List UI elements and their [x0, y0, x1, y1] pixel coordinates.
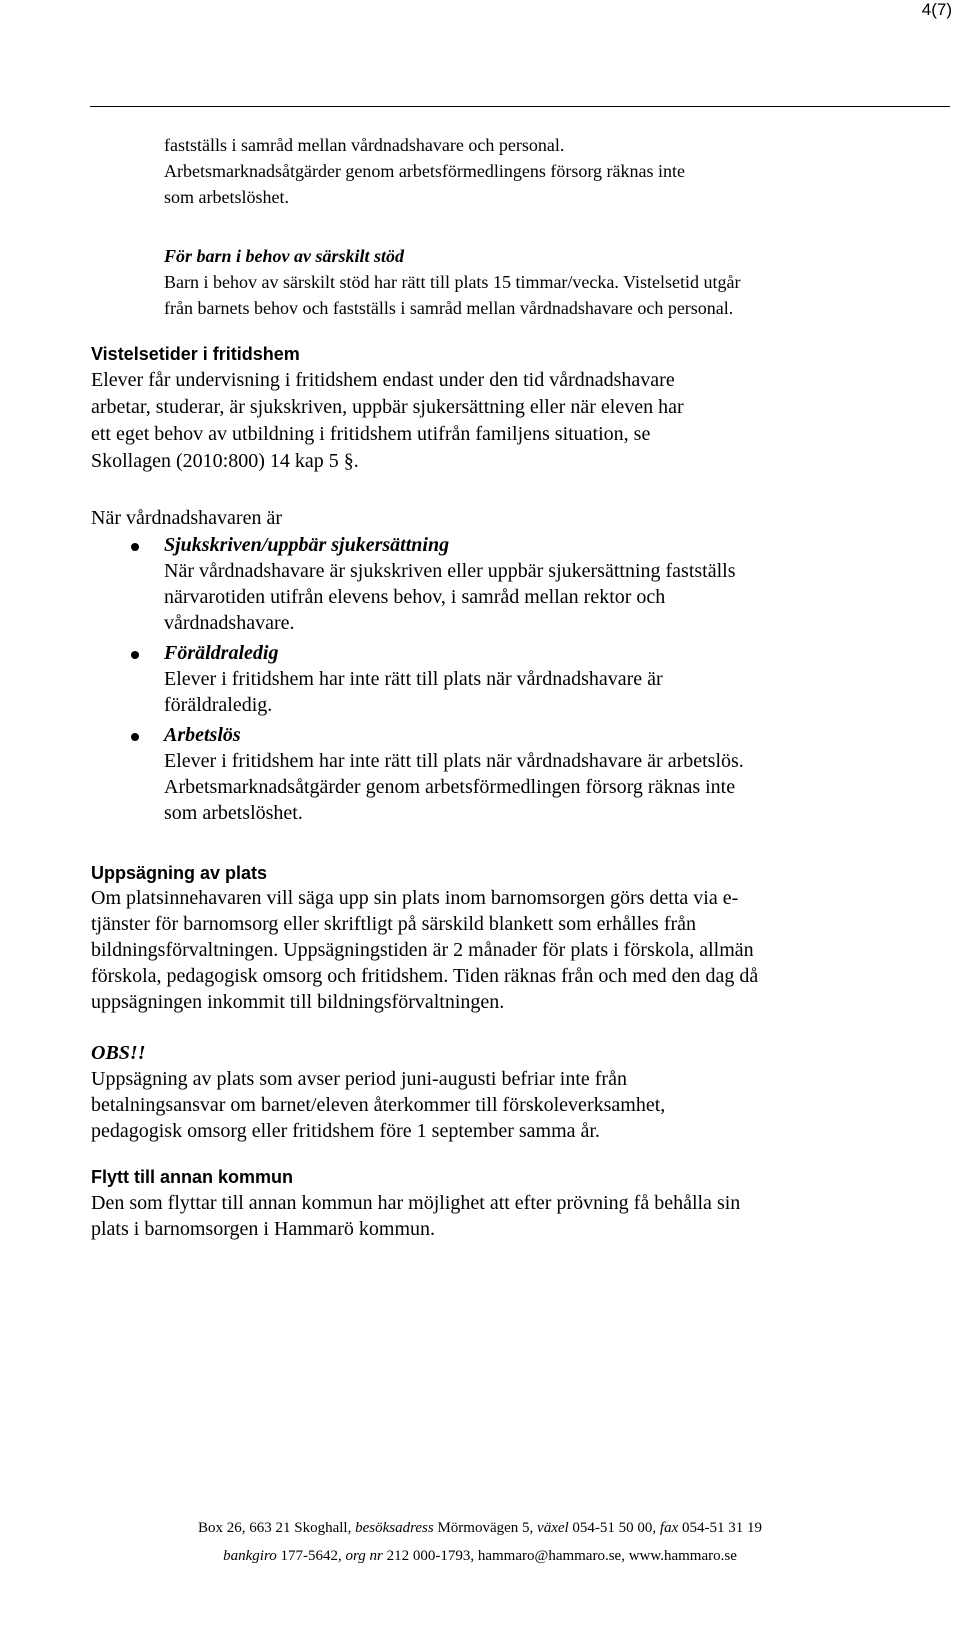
- footer-org-value: 212 000-1793, hammaro@hammaro.se, www.hammaro.se: [386, 1548, 737, 1564]
- footer-phone-label: växel: [537, 1520, 569, 1536]
- termination-line: Om platsinnehavaren vill säga upp sin plats inom barnomsorgen görs detta via e-: [91, 887, 739, 909]
- obs-heading: OBS!!: [91, 1042, 146, 1064]
- footer-org-label: org nr: [345, 1548, 383, 1564]
- termination-line: förskola, pedagogisk omsorg och fritidshem. Tiden räknas från och med den dag då: [91, 965, 759, 987]
- fritidshem-line: ett eget behov av utbildning i fritidshem utifrån familjens situation, se: [91, 423, 651, 445]
- termination-heading: Uppsägning av plats: [91, 863, 268, 883]
- moving-line: plats i barnomsorgen i Hammarö kommun.: [91, 1218, 436, 1240]
- fritidshem-heading: Vistelsetider i fritidshem: [91, 344, 300, 364]
- header-divider: [90, 106, 950, 107]
- footer-address: Box 26, 663 21 Skoghall,: [198, 1520, 352, 1536]
- termination-line: tjänster för barnomsorg eller skriftligt på särskild blankett som erhålles från: [91, 913, 697, 935]
- bullet-line: föräldraledig.: [164, 694, 273, 716]
- fritidshem-line: Skollagen (2010:800) 14 kap 5 §.: [91, 450, 359, 472]
- intro-line: som arbetslöshet.: [164, 187, 289, 207]
- intro-line: fastställs i samråd mellan vårdnadshavare och personal.: [164, 135, 565, 155]
- termination-line: bildningsförvaltningen. Uppsägningstiden är 2 månader för plats i förskola, allmän: [91, 939, 754, 961]
- special-support-heading: För barn i behov av särskilt stöd: [164, 246, 405, 266]
- bullet-icon: [131, 733, 139, 741]
- bullet-line: vårdnadshavare.: [164, 612, 295, 634]
- bullet-title: Sjukskriven/uppbär sjukersättning: [164, 534, 450, 556]
- termination-line: uppsägningen inkommit till bildningsförvaltningen.: [91, 991, 505, 1013]
- bullet-line: som arbetslöshet.: [164, 802, 303, 824]
- footer-bankgiro-value: 177-5642,: [280, 1548, 342, 1564]
- footer-visit-label: besöksadress: [355, 1520, 434, 1536]
- special-support-line: från barnets behov och fastställs i samråd mellan vårdnadshavare och personal.: [164, 298, 734, 318]
- special-support-line: Barn i behov av särskilt stöd har rätt till plats 15 timmar/vecka. Vistelsetid utgår: [164, 272, 741, 292]
- bullet-icon: [131, 543, 139, 551]
- fritidshem-line: arbetar, studerar, är sjukskriven, uppbär sjukersättning eller när eleven har: [91, 396, 684, 418]
- bullet-line: Elever i fritidshem har inte rätt till plats när vårdnadshavare är arbetslös.: [164, 750, 744, 772]
- obs-line: Uppsägning av plats som avser period juni-augusti befriar inte från: [91, 1068, 627, 1090]
- bullet-line: närvarotiden utifrån elevens behov, i samråd mellan rektor och: [164, 586, 666, 608]
- bullet-icon: [131, 651, 139, 659]
- fritidshem-lead: När vårdnadshavaren är: [91, 507, 283, 529]
- moving-line: Den som flyttar till annan kommun har möjlighet att efter prövning få behålla sin: [91, 1192, 741, 1214]
- footer-phone-value: 054-51 50 00,: [572, 1520, 657, 1536]
- footer-fax-value: 054-51 31 19: [682, 1520, 762, 1536]
- intro-line: Arbetsmarknadsåtgärder genom arbetsförmedlingens försorg räknas inte: [164, 161, 685, 181]
- footer-contact-line: [0, 1520, 960, 1537]
- bullet-title: Arbetslös: [164, 724, 241, 746]
- footer-fax-label: fax: [659, 1520, 679, 1536]
- bullet-line: När vårdnadshavare är sjukskriven eller uppbär sjukersättning fastställs: [164, 560, 736, 582]
- page-number: 4(7): [921, 0, 952, 19]
- obs-line: pedagogisk omsorg eller fritidshem före 1 september samma år.: [91, 1120, 600, 1142]
- bullet-line: Elever i fritidshem har inte rätt till plats när vårdnadshavare är: [164, 668, 663, 690]
- footer-visit-value: Mörmovägen 5,: [437, 1520, 534, 1536]
- footer-registry-line: [0, 1548, 960, 1565]
- bullet-line: Arbetsmarknadsåtgärder genom arbetsförmedlingen försorg räknas inte: [164, 776, 736, 798]
- bullet-title: Föräldraledig: [164, 642, 279, 664]
- moving-heading: Flytt till annan kommun: [91, 1167, 294, 1187]
- obs-line: betalningsansvar om barnet/eleven återkommer till förskoleverksamhet,: [91, 1094, 666, 1116]
- fritidshem-line: Elever får undervisning i fritidshem endast under den tid vårdnadshavare: [91, 369, 675, 391]
- footer-bankgiro-label: bankgiro: [223, 1548, 277, 1564]
